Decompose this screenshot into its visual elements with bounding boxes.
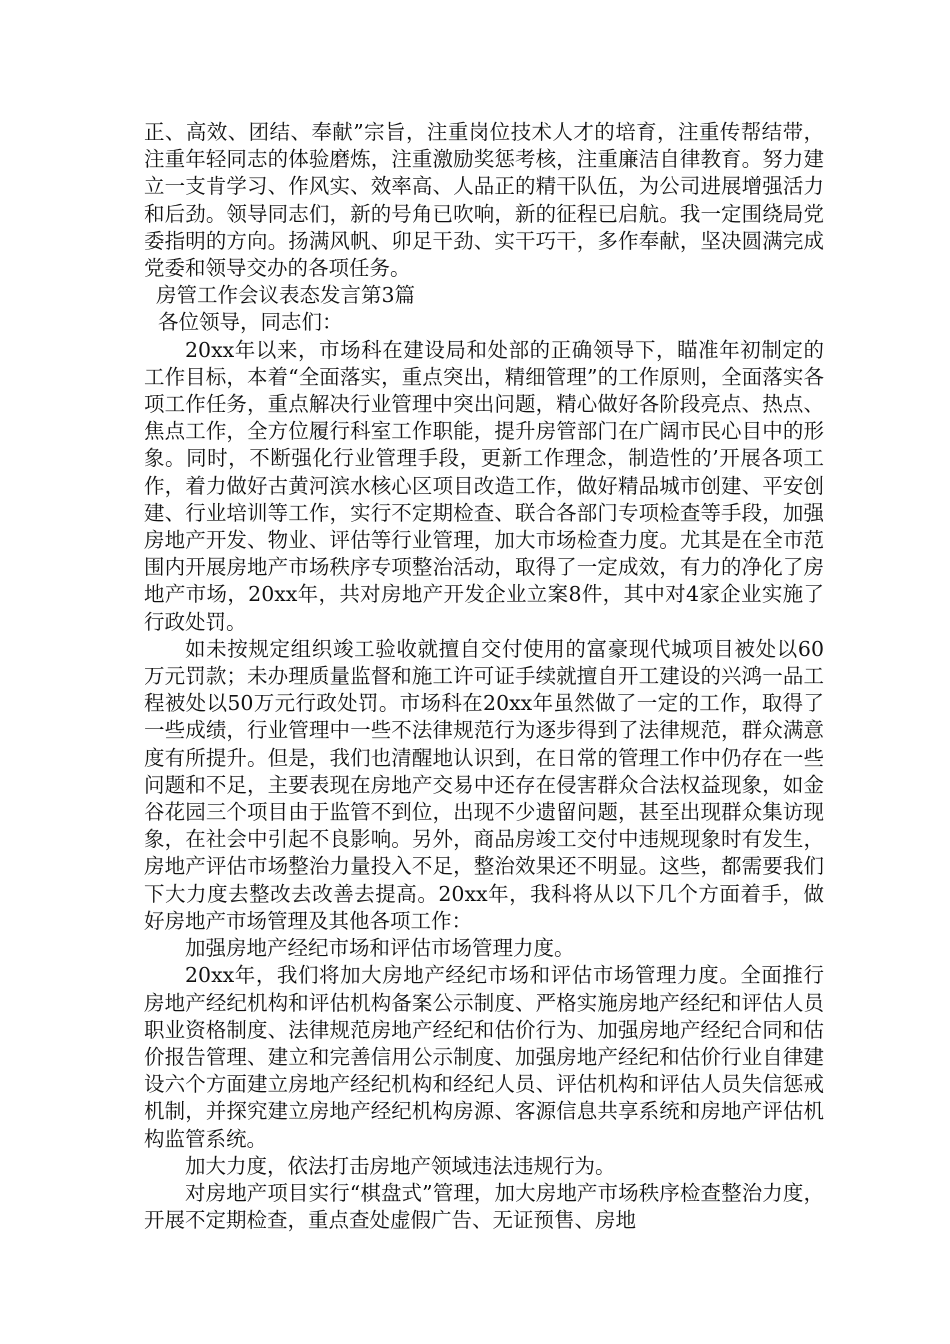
- subheading-brokerage-management: 加强房地产经纪市场和评估市场管理力度。: [185, 936, 575, 961]
- paragraph-continuation: 正、高效、团结、奉献”宗旨，注重岗位技术人才的培育，注重传帮结带，注重年轻同志的体验磨炼，注重激励奖惩考核，注重廉洁自律教育。努力建立一支肯学习、作风实、效率高、人品正的精干队伍，为公司进展增强活力和后劲。领导同志们，新的号角已吹响，新的征程已启航。我一定围绕局党委指明的方向。扬满风帆、卯足干劲、实干巧干，多作奉献，坚决圆满完成党委和领导交办的各项任务。: [144, 120, 824, 281]
- paragraph-penalties-and-issues: 如未按规定组织竣工验收就擅自交付使用的富豪现代城项目被处以60万元罚款；未办理质量监督和施工许可证手续就擅自开工建设的兴鸿一品工程被处以50万元行政处罚。市场科在20xx年虽然做了一定的工作，取得了一些成绩，行业管理中一些不法律规范行为逐步得到了法律规范，群众满意度有所提升。但是，我们也清醒地认识到，在日常的管理工作中仍存在一些问题和不足，主要表现在房地产交易中还存在侵害群众合法权益现象，如金谷花园三个项目由于监管不到位，出现不少遗留问题，甚至出现群众集访现象，在社会中引起不良影响。另外，商品房竣工交付中违规现象时有发生，房地产评估市场整治力量投入不足，整治效果还不明显。这些，都需要我们下大力度去整改去改善去提高。20xx年，我科将从以下几个方面着手，做好房地产市场管理及其他各项工作：: [144, 636, 824, 933]
- subheading-crackdown: 加大力度，依法打击房地产领域违法违规行为。: [185, 1153, 616, 1178]
- section-heading: 房管工作会议表态发言第3篇: [156, 283, 416, 308]
- paragraph-chessboard-management: 对房地产项目实行“棋盘式”管理，加大房地产市场秩序检查整治力度，开展不定期检查，重点查处虚假广告、无证预售、房地: [144, 1180, 824, 1233]
- salutation: 各位领导，同志们：: [158, 310, 343, 335]
- document-body: [144, 119, 824, 1234]
- paragraph-work-review: 20xx年以来，市场科在建设局和处部的正确领导下，瞄准年初制定的工作目标，本着“全面落实，重点突出，精细管理”的工作原则，全面落实各项工作任务，重点解决行业管理中突出问题，精心做好各阶段亮点、热点、焦点工作，全方位履行科室工作职能，提升房管部门在广阔市民心目中的形象。同时，不断强化行业管理手段，更新工作理念，制造性的’开展各项工作，着力做好古黄河滨水核心区项目改造工作，做好精品城市创建、平安创建、行业培训等工作，实行不定期检查、联合各部门专项检查等手段，加强房地产开发、物业、评估等行业管理，加大市场检查力度。尤其是在全市范围内开展房地产市场秩序专项整治活动，取得了一定成效，有力的净化了房地产市场，20xx年，共对房地产开发企业立案8件，其中对4家企业实施了行政处罚。: [144, 337, 824, 634]
- paragraph-brokerage-plan: 20xx年，我们将加大房地产经纪市场和评估市场管理力度。全面推行房地产经纪机构和评估机构备案公示制度、严格实施房地产经纪和评估人员职业资格制度、法律规范房地产经纪和估价行为、加强房地产经纪合同和估价报告管理、建立和完善信用公示制度、加强房地产经纪和估价行业自律建设六个方面建立房地产经纪机构和经纪人员、评估机构和评估人员失信惩戒机制，并探究建立房地产经纪机构房源、客源信息共享系统和房地产评估机构监管系统。: [144, 963, 824, 1151]
